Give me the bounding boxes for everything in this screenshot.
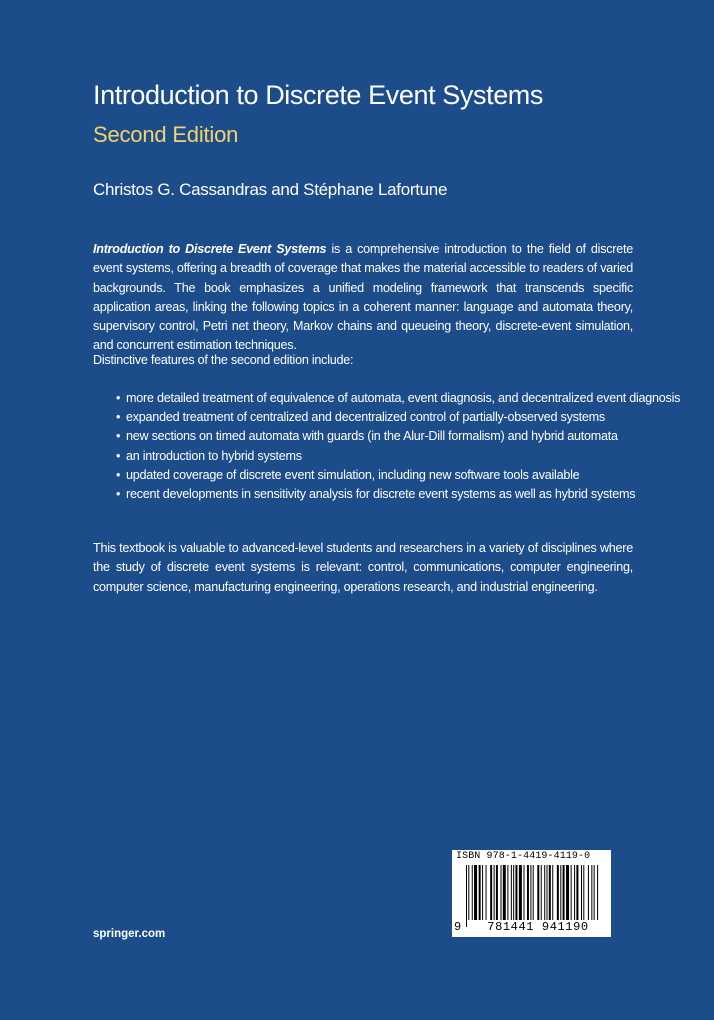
barcode-bar <box>496 865 498 920</box>
feature-text: new sections on timed automata with guards (in the Alur-Dill formalism) and hybrid automata <box>126 429 618 444</box>
barcode-bar <box>507 865 508 920</box>
barcode-bar <box>560 865 561 920</box>
barcode-bar <box>472 865 473 920</box>
barcode-bar <box>541 865 542 920</box>
barcode-bar <box>549 865 551 920</box>
barcode-bars <box>466 865 604 927</box>
barcode-bar <box>563 865 565 920</box>
barcode-bar <box>533 865 534 927</box>
book-authors: Christos G. Cassandras and Stéphane Lafortune <box>93 180 448 199</box>
barcode-bar <box>474 865 477 920</box>
barcode-bar <box>468 865 469 927</box>
description-title-emphasis: Introduction to Discrete Event Systems <box>93 242 327 256</box>
barcode-bar <box>583 865 584 920</box>
list-item <box>116 447 656 466</box>
feature-text: more detailed treatment of equivalence of automata, event diagnosis, and decentralized event diagnosis <box>126 391 681 405</box>
barcode-bar <box>494 865 495 920</box>
barcode-bar <box>527 865 529 920</box>
isbn-label: ISBN 978-1-4419-4119-0 <box>456 851 591 862</box>
barcode-bar <box>574 865 575 920</box>
bullet-icon: • <box>116 429 121 444</box>
bullet-icon: • <box>116 448 121 463</box>
barcode-bar <box>482 865 483 920</box>
publisher-website[interactable]: springer.com <box>93 928 166 940</box>
feature-text: updated coverage of discrete event simulation, including new software tools available <box>126 467 580 482</box>
bullet-icon: • <box>116 467 121 482</box>
isbn-barcode <box>452 850 611 937</box>
feature-text: recent developments in sensitivity analysis for discrete event systems as well as hybrid systems <box>126 487 636 502</box>
ean-remaining-digits: 781441 941190 <box>468 920 608 934</box>
barcode-bar <box>466 865 467 927</box>
barcode-bar <box>515 865 517 920</box>
list-item <box>116 389 681 408</box>
book-edition: Second Edition <box>93 122 239 147</box>
barcode-bar <box>537 865 539 927</box>
barcode-bar <box>547 865 548 920</box>
barcode-bar <box>566 865 569 920</box>
barcode-bar <box>479 865 481 920</box>
barcode-bar <box>511 865 512 920</box>
barcode-bar <box>597 865 598 927</box>
barcode-bar <box>513 865 514 920</box>
description-paragraph <box>93 240 633 356</box>
closing-paragraph: This textbook is valuable to advanced-level students and researchers in a variety of disciplines where the study of discrete event systems is relevant: control, communications, computer engineering, computer science, manufacturing engineering, operations research, and industrial engineering. <box>93 541 633 594</box>
barcode-bar <box>524 865 525 920</box>
list-item <box>116 485 656 504</box>
list-item <box>116 427 656 446</box>
barcode-bar <box>530 865 531 920</box>
barcode-bar <box>594 865 595 920</box>
list-item <box>116 466 656 485</box>
book-title: Introduction to Discrete Event Systems <box>93 80 543 110</box>
barcode-bar <box>490 865 492 920</box>
barcode-bar <box>486 865 487 920</box>
barcode-bar <box>581 865 582 920</box>
bullet-icon: • <box>116 410 121 425</box>
barcode-bar <box>544 865 545 920</box>
features-list <box>116 389 681 504</box>
barcode-bar <box>557 865 559 920</box>
barcode-bar <box>501 865 502 920</box>
barcode-bar <box>552 865 553 920</box>
barcode-bar <box>503 865 506 920</box>
list-item <box>116 408 656 427</box>
bullet-icon: • <box>116 487 121 502</box>
feature-text: expanded treatment of centralized and decentralized control of partially-observed systems <box>126 410 605 425</box>
description-text: is a comprehensive introduction to the field of discrete event systems, offering a breadth of coverage that makes the material accessible to readers of varied backgrounds. The book emphasizes a unified modeling framework that transcends specific application areas, linking the following topics in a coherent manner: language and automata theory, supervisory control, Petri net theory, Markov chains and queueing theory, discrete-event simulation, and concurrent estimation techniques. <box>93 242 634 353</box>
barcode-bar <box>519 865 522 920</box>
barcode-bar <box>571 865 572 920</box>
ean-first-digit: 9 <box>454 920 462 934</box>
feature-text: an introduction to hybrid systems <box>126 448 302 463</box>
features-intro: Distinctive features of the second edition include: <box>93 353 354 367</box>
barcode-bar <box>591 865 592 920</box>
barcode-bar <box>588 865 589 920</box>
bullet-icon: • <box>116 391 121 405</box>
barcode-bar <box>576 865 578 920</box>
